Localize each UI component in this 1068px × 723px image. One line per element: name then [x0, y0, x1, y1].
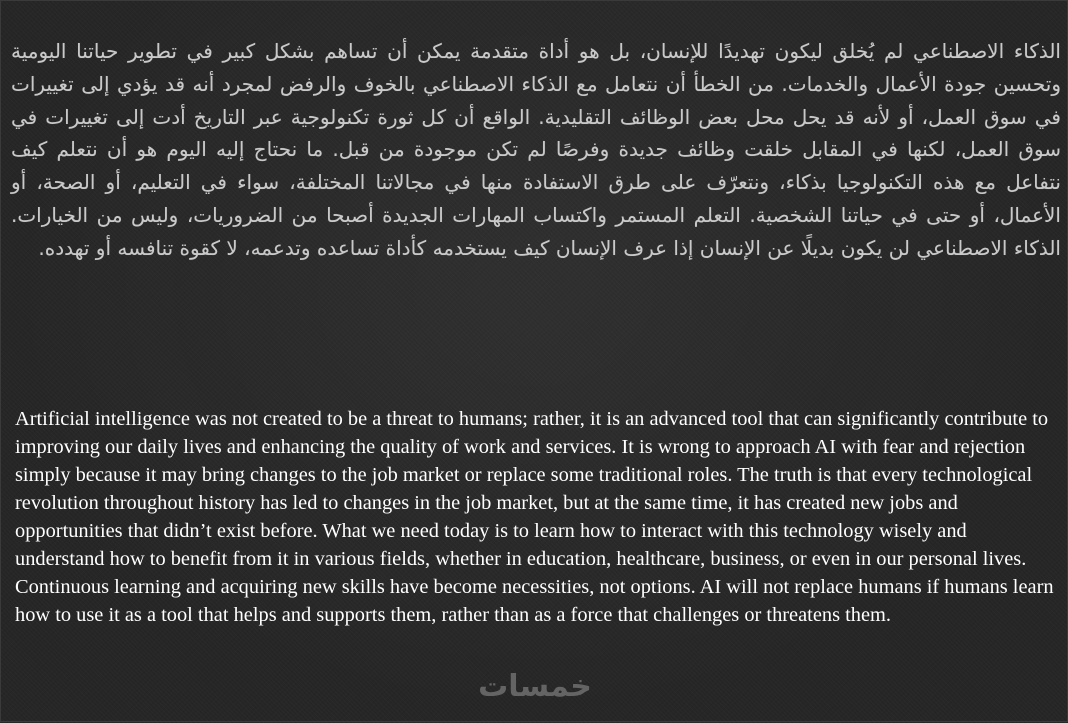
watermark-logo: خمسات — [478, 669, 592, 704]
arabic-paragraph: الذكاء الاصطناعي لم يُخلق ليكون تهديدًا للإنسان، بل هو أداة متقدمة يمكن أن تساهم بشكل كبير في تطوير حياتنا اليومية وتحسين جودة الأعمال والخدمات. من الخطأ أن نتعامل مع الذكاء الاصطناعي بالخوف والرفض لمجرد أنه قد يؤدي إلى تغييرات في سوق العمل، أو لأنه قد يحل محل بعض الوظائف التقليدية. الواقع أن كل ثورة تكنولوجية عبر التاريخ أدت إلى تغييرات في سوق العمل، لكنها في المقابل خلقت وظائف جديدة وفرصًا لم تكن موجودة من قبل. ما نحتاج إليه اليوم هو أن نتعلم كيف نتفاعل مع هذه التكنولوجيا بذكاء، ونتعرّف على طرق الاستفادة منها في مجالاتنا المختلفة، سواء في التعليم، أو الصحة، أو الأعمال، أو حتى في حياتنا الشخصية. التعلم المستمر واكتساب المهارات الجديدة أصبحا من الضروريات، وليس من الخيارات. الذكاء الاصطناعي لن يكون بديلًا عن الإنسان إذا عرف الإنسان كيف يستخدمه كأداة تساعده وتدعمه، لا كقوة تنافسه أو تهدده. — [11, 39, 1061, 260]
english-paragraph: Artificial intelligence was not created to be a threat to humans; rather, it is an advanced tool that can significantly contribute to improving our daily lives and enhancing the quality of work and services. It is wrong to approach AI with fear and rejection simply because it may bring changes to the job market or replace some traditional roles. The truth is that every technological revolution throughout history has led to changes in the job market, but at the same time, it has created new jobs and opportunities that didn’t exist before. What we need today is to learn how to interact with this technology wisely and understand how to benefit from it in various fields, whether in education, healthcare, business, or even in our personal lives. Continuous learning and acquiring new skills have become necessities, not options. AI will not replace humans if humans learn how to use it as a tool that helps and supports them, rather than as a force that challenges or threatens them. — [15, 408, 1054, 626]
document-page — [1, 1, 1068, 723]
